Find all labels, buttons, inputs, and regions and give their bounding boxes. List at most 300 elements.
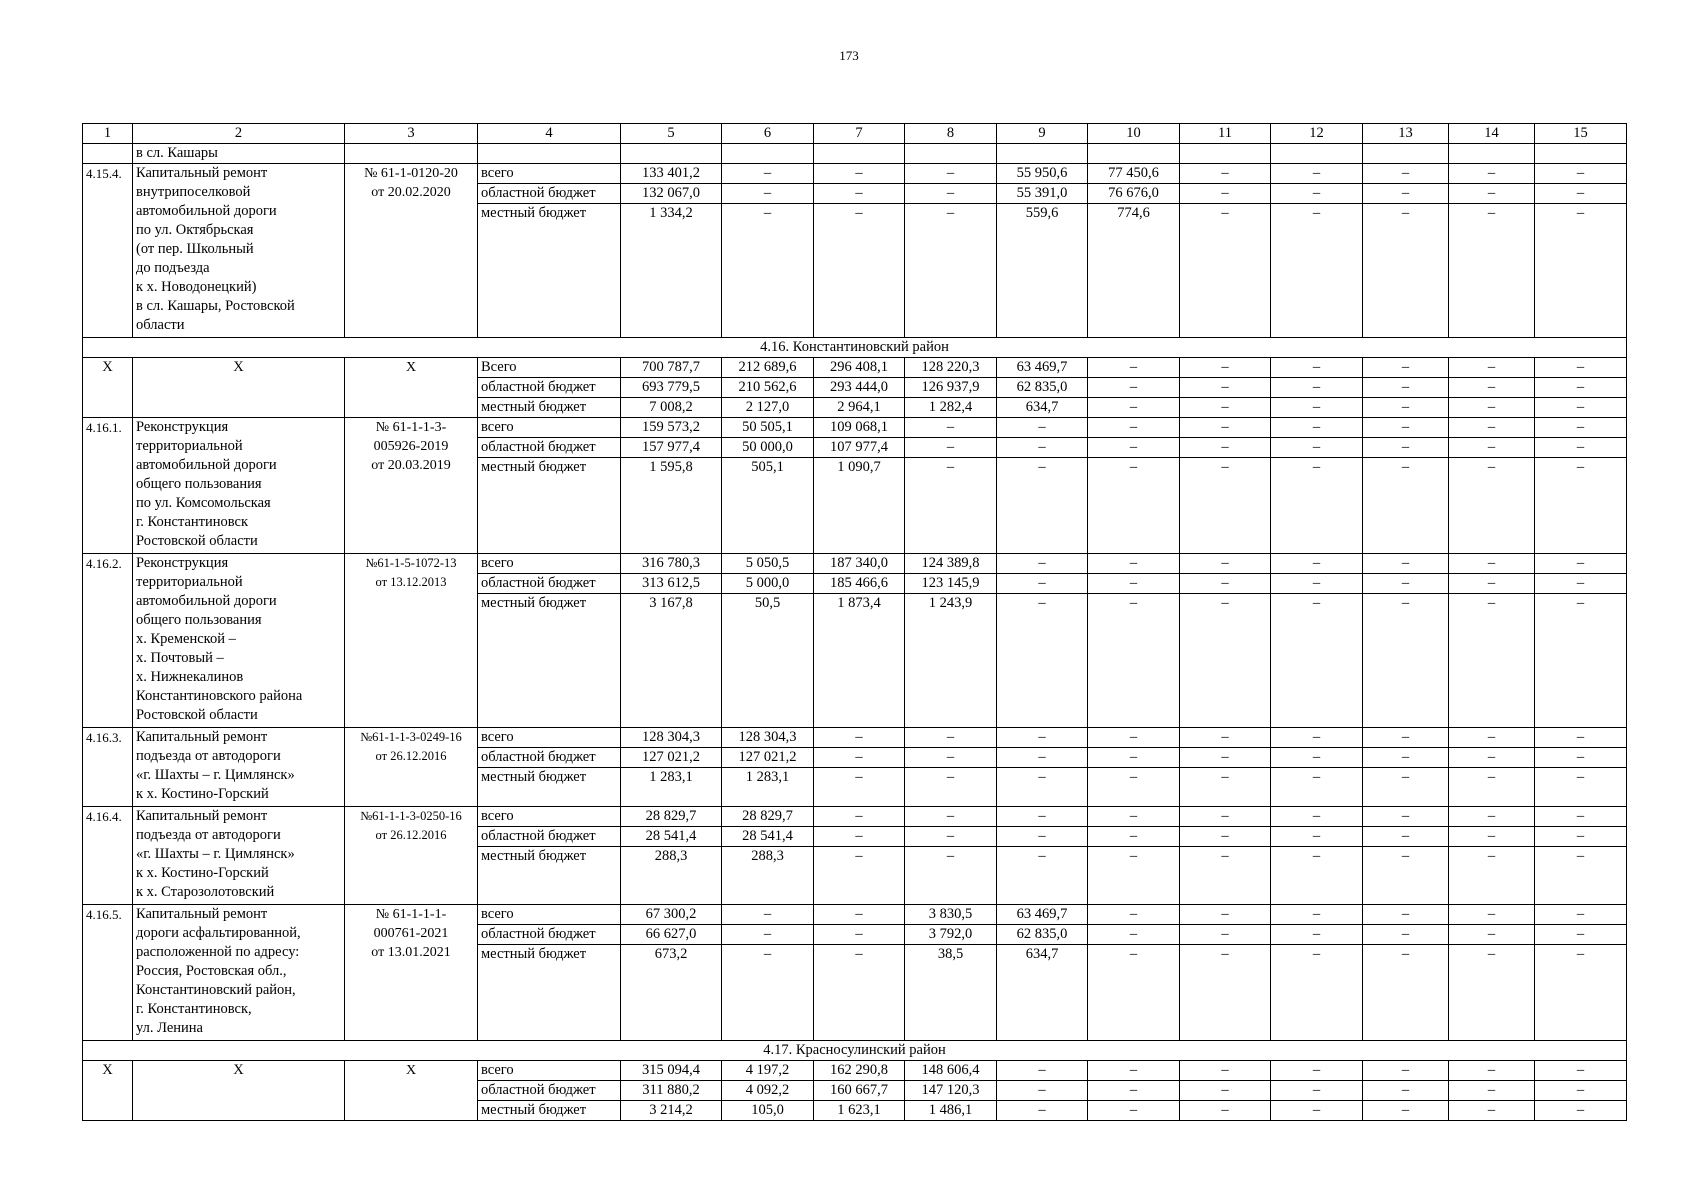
empty-value: – (1180, 358, 1271, 378)
amount-cell: 2 127,0 (722, 398, 814, 418)
empty-value: – (1535, 768, 1627, 807)
item-name (133, 164, 345, 338)
amount-cell: 1 873,4 (814, 594, 905, 728)
empty-value: – (1088, 807, 1180, 827)
empty-value: – (1449, 905, 1535, 925)
item-name-line: «г. Шахты – г. Цимлянск» (136, 767, 295, 783)
item-name-line: Ростовской области (136, 533, 258, 549)
table-row (83, 905, 1627, 925)
empty-value: – (1180, 574, 1271, 594)
funding-label: местный бюджет (478, 847, 621, 905)
item-name-line: расположенной по адресу: (136, 944, 300, 960)
item-name-line: Ростовской области (136, 707, 258, 723)
item-code: 4.16.5. (83, 905, 133, 1041)
amount-cell: 28 829,7 (722, 807, 814, 827)
empty-value: – (1363, 418, 1449, 438)
empty-value: – (1449, 827, 1535, 847)
amount-cell: 62 835,0 (997, 925, 1088, 945)
amount-cell: 66 627,0 (621, 925, 722, 945)
column-header: 14 (1449, 124, 1535, 144)
funding-label: всего (478, 905, 621, 925)
amount-cell: 7 008,2 (621, 398, 722, 418)
amount-cell: 133 401,2 (621, 164, 722, 184)
empty-value: – (722, 164, 814, 184)
empty-value: – (1449, 184, 1535, 204)
item-document-line: №61-1-1-3-0249-16 (360, 730, 462, 744)
item-document (345, 728, 478, 807)
item-name-line: X (233, 1062, 244, 1078)
empty-value: – (1535, 438, 1627, 458)
amount-cell: 673,2 (621, 945, 722, 1041)
item-name-line: территориальной (136, 438, 243, 454)
empty-value: – (905, 418, 997, 438)
item-document-line: от 26.12.2016 (375, 749, 447, 763)
empty-value: – (1363, 184, 1449, 204)
funding-label: всего (478, 1061, 621, 1081)
table-row (83, 358, 1627, 378)
item-name (133, 1061, 345, 1121)
funding-label: местный бюджет (478, 945, 621, 1041)
amount-cell: 1 243,9 (905, 594, 997, 728)
amount-cell: 109 068,1 (814, 418, 905, 438)
empty-value: – (997, 418, 1088, 438)
empty-value: – (1535, 945, 1627, 1041)
item-name-line: подъезда от автодороги (136, 827, 281, 843)
item-name-line: общего пользования (136, 476, 262, 492)
empty-value: – (1449, 358, 1535, 378)
page-number: 173 (839, 48, 859, 63)
empty-value: – (1180, 1101, 1271, 1121)
item-name-line: х. Почтовый – (136, 650, 224, 666)
item-name-line: дороги асфальтированной, (136, 925, 301, 941)
amount-cell: 1 623,1 (814, 1101, 905, 1121)
amount-cell: 132 067,0 (621, 184, 722, 204)
empty-value: – (1449, 768, 1535, 807)
amount-cell: 774,6 (1088, 204, 1180, 338)
funding-label: областной бюджет (478, 1081, 621, 1101)
item-code: 4.16.1. (83, 418, 133, 554)
empty-value: – (1449, 748, 1535, 768)
empty-value: – (1271, 554, 1363, 574)
empty-value: – (1363, 378, 1449, 398)
empty-value: – (1449, 438, 1535, 458)
item-document (345, 905, 478, 1041)
item-name-line: по ул. Октябрьская (136, 222, 254, 238)
empty-value: – (1363, 204, 1449, 338)
empty-value: – (1088, 905, 1180, 925)
item-name-line: г. Константиновск, (136, 1001, 252, 1017)
amount-cell: 1 334,2 (621, 204, 722, 338)
item-name-line: Капитальный ремонт (136, 808, 268, 824)
empty-value: – (997, 768, 1088, 807)
empty-value: – (905, 438, 997, 458)
funding-label: местный бюджет (478, 768, 621, 807)
item-name-line: подъезда от автодороги (136, 748, 281, 764)
funding-label: местный бюджет (478, 1101, 621, 1121)
item-name-line: Капитальный ремонт (136, 165, 268, 181)
item-code: 4.15.4. (83, 164, 133, 338)
amount-cell: 296 408,1 (814, 358, 905, 378)
empty-value: – (1088, 925, 1180, 945)
item-document (345, 1061, 478, 1121)
section-row (83, 1041, 1627, 1061)
empty-value: – (997, 574, 1088, 594)
empty-value: – (1535, 827, 1627, 847)
item-name-line: автомобильной дороги (136, 593, 277, 609)
empty-value: – (1535, 847, 1627, 905)
empty-value: – (1535, 594, 1627, 728)
empty-value: – (1271, 184, 1363, 204)
empty-value: – (1088, 945, 1180, 1041)
empty-value: – (1088, 594, 1180, 728)
empty-value: – (1180, 905, 1271, 925)
empty-value: – (814, 768, 905, 807)
empty-value: – (1271, 1061, 1363, 1081)
empty-value: – (722, 945, 814, 1041)
item-document-line: №61-1-1-3-0250-16 (360, 809, 462, 823)
amount-cell: 128 304,3 (722, 728, 814, 748)
funding-label: областной бюджет (478, 748, 621, 768)
item-code: X (83, 1061, 133, 1121)
amount-cell: 315 094,4 (621, 1061, 722, 1081)
empty-value: – (1088, 378, 1180, 398)
amount-cell: 700 787,7 (621, 358, 722, 378)
empty-value: – (814, 184, 905, 204)
empty-value: – (722, 905, 814, 925)
amount-cell: 160 667,7 (814, 1081, 905, 1101)
empty-value: – (1180, 554, 1271, 574)
empty-value: – (1180, 418, 1271, 438)
amount-cell: 147 120,3 (905, 1081, 997, 1101)
amount-cell: 127 021,2 (722, 748, 814, 768)
empty-value: – (1449, 458, 1535, 554)
item-name-line: общего пользования (136, 612, 262, 628)
empty-value: – (1363, 1081, 1449, 1101)
empty-value: – (814, 807, 905, 827)
table-row (83, 164, 1627, 184)
empty-value: – (997, 728, 1088, 748)
empty-value: – (905, 184, 997, 204)
amount-cell: 126 937,9 (905, 378, 997, 398)
table-row (83, 1061, 1627, 1081)
empty-value: – (1363, 574, 1449, 594)
item-document-line: от 20.03.2019 (371, 458, 451, 473)
continuation-row (83, 144, 1627, 164)
item-code: 4.16.2. (83, 554, 133, 728)
empty-value: – (1363, 905, 1449, 925)
empty-value: – (1271, 905, 1363, 925)
empty-value: – (1088, 554, 1180, 574)
column-header: 10 (1088, 124, 1180, 144)
amount-cell: 210 562,6 (722, 378, 814, 398)
header-row (83, 124, 1627, 144)
empty-value: – (1271, 164, 1363, 184)
item-name (133, 905, 345, 1041)
item-name-line: X (233, 359, 244, 375)
amount-cell: 4 197,2 (722, 1061, 814, 1081)
empty-value: – (1363, 728, 1449, 748)
empty-value: – (1449, 1061, 1535, 1081)
item-code: 4.16.4. (83, 807, 133, 905)
empty-value: – (1449, 554, 1535, 574)
empty-value: – (905, 768, 997, 807)
item-name (133, 554, 345, 728)
funding-label: местный бюджет (478, 398, 621, 418)
empty-value: – (722, 204, 814, 338)
amount-cell: 107 977,4 (814, 438, 905, 458)
empty-value: – (1180, 438, 1271, 458)
item-document-line: № 61-1-1-1- (375, 907, 447, 922)
item-document (345, 807, 478, 905)
empty-value: – (1271, 1081, 1363, 1101)
amount-cell: 3 167,8 (621, 594, 722, 728)
empty-value: – (1271, 418, 1363, 438)
empty-value: – (997, 438, 1088, 458)
item-document-line: от 26.12.2016 (375, 828, 447, 842)
continuation-text: в сл. Кашары (133, 144, 345, 164)
section-title: 4.16. Константиновский район (83, 338, 1627, 358)
section-row (83, 338, 1627, 358)
empty-value: – (1088, 358, 1180, 378)
budget-table (82, 123, 1627, 1121)
amount-cell: 185 466,6 (814, 574, 905, 594)
empty-value: – (1363, 827, 1449, 847)
empty-value: – (1363, 554, 1449, 574)
empty-value: – (1535, 358, 1627, 378)
empty-value: – (1535, 1061, 1627, 1081)
amount-cell: 124 389,8 (905, 554, 997, 574)
empty-value: – (1088, 768, 1180, 807)
empty-value: – (1535, 418, 1627, 438)
amount-cell: 123 145,9 (905, 574, 997, 594)
amount-cell: 634,7 (997, 398, 1088, 418)
empty-value: – (1449, 164, 1535, 184)
column-header: 11 (1180, 124, 1271, 144)
empty-value: – (1535, 184, 1627, 204)
empty-value: – (1271, 204, 1363, 338)
funding-label: областной бюджет (478, 438, 621, 458)
empty-value: – (814, 748, 905, 768)
item-code: X (83, 358, 133, 418)
empty-value: – (1449, 847, 1535, 905)
amount-cell: 293 444,0 (814, 378, 905, 398)
empty-value: – (1363, 398, 1449, 418)
funding-label: всего (478, 807, 621, 827)
amount-cell: 55 391,0 (997, 184, 1088, 204)
empty-value: – (1363, 925, 1449, 945)
item-document-line: от 13.01.2021 (371, 945, 451, 960)
table-row (83, 418, 1627, 438)
empty-value: – (997, 1061, 1088, 1081)
item-document (345, 554, 478, 728)
item-name-line: х. Нижнекалинов (136, 669, 244, 685)
empty-value: – (1180, 164, 1271, 184)
amount-cell: 3 830,5 (905, 905, 997, 925)
amount-cell: 212 689,6 (722, 358, 814, 378)
amount-cell: 157 977,4 (621, 438, 722, 458)
empty-value: – (1180, 398, 1271, 418)
empty-value: – (997, 827, 1088, 847)
item-name-line: автомобильной дороги (136, 457, 277, 473)
item-document-line: 000761-2021 (373, 926, 449, 941)
item-document-line: от 20.02.2020 (371, 185, 451, 200)
amount-cell: 28 541,4 (621, 827, 722, 847)
empty-value: – (905, 847, 997, 905)
amount-cell: 559,6 (997, 204, 1088, 338)
amount-cell: 162 290,8 (814, 1061, 905, 1081)
empty-value: – (1088, 1061, 1180, 1081)
amount-cell: 76 676,0 (1088, 184, 1180, 204)
amount-cell: 1 090,7 (814, 458, 905, 554)
column-header: 3 (345, 124, 478, 144)
funding-label: областной бюджет (478, 827, 621, 847)
amount-cell: 50,5 (722, 594, 814, 728)
amount-cell: 316 780,3 (621, 554, 722, 574)
empty-value: – (1180, 458, 1271, 554)
table-row (83, 554, 1627, 574)
amount-cell: 63 469,7 (997, 905, 1088, 925)
empty-value: – (1180, 768, 1271, 807)
empty-value: – (1271, 458, 1363, 554)
empty-value: – (1363, 594, 1449, 728)
empty-value: – (814, 925, 905, 945)
amount-cell: 1 282,4 (905, 398, 997, 418)
empty-value: – (997, 1101, 1088, 1121)
empty-value: – (1535, 398, 1627, 418)
item-document (345, 358, 478, 418)
amount-cell: 5 050,5 (722, 554, 814, 574)
amount-cell: 288,3 (621, 847, 722, 905)
funding-label: всего (478, 554, 621, 574)
empty-value: – (1363, 458, 1449, 554)
empty-value: – (1271, 945, 1363, 1041)
item-name-line: г. Константиновск (136, 514, 249, 530)
item-name-line: до подъезда (136, 260, 210, 276)
empty-value: – (905, 204, 997, 338)
amount-cell: 313 612,5 (621, 574, 722, 594)
empty-value: – (1449, 1081, 1535, 1101)
empty-value: – (1180, 594, 1271, 728)
empty-value: – (1363, 748, 1449, 768)
amount-cell: 3 792,0 (905, 925, 997, 945)
column-header: 5 (621, 124, 722, 144)
amount-cell: 28 829,7 (621, 807, 722, 827)
column-header: 6 (722, 124, 814, 144)
empty-value: – (1271, 398, 1363, 418)
empty-value: – (1088, 748, 1180, 768)
column-header: 12 (1271, 124, 1363, 144)
empty-value: – (905, 827, 997, 847)
empty-value: – (1180, 748, 1271, 768)
item-document (345, 418, 478, 554)
amount-cell: 505,1 (722, 458, 814, 554)
empty-value: – (722, 925, 814, 945)
column-header: 2 (133, 124, 345, 144)
amount-cell: 1 486,1 (905, 1101, 997, 1121)
item-code: 4.16.3. (83, 728, 133, 807)
empty-value: – (1180, 1081, 1271, 1101)
empty-value: – (1180, 847, 1271, 905)
empty-value: – (1535, 378, 1627, 398)
empty-value: – (814, 204, 905, 338)
item-name-line: х. Кременской – (136, 631, 236, 647)
empty-value: – (1088, 1081, 1180, 1101)
empty-value: – (1180, 1061, 1271, 1081)
amount-cell: 159 573,2 (621, 418, 722, 438)
amount-cell: 634,7 (997, 945, 1088, 1041)
table-row (83, 728, 1627, 748)
item-document-line: X (405, 360, 417, 375)
empty-value: – (1088, 398, 1180, 418)
empty-value: – (1449, 574, 1535, 594)
empty-value: – (1271, 827, 1363, 847)
empty-value: – (814, 847, 905, 905)
empty-value: – (997, 554, 1088, 574)
item-name-line: автомобильной дороги (136, 203, 277, 219)
funding-label: местный бюджет (478, 204, 621, 338)
empty-value: – (814, 905, 905, 925)
empty-value: – (1449, 807, 1535, 827)
empty-value: – (1180, 925, 1271, 945)
funding-label: областной бюджет (478, 925, 621, 945)
amount-cell: 67 300,2 (621, 905, 722, 925)
item-document-line: от 13.12.2013 (375, 575, 447, 589)
empty-value: – (1535, 1081, 1627, 1101)
item-document-line: №61-1-5-1072-13 (365, 556, 457, 570)
amount-cell: 311 880,2 (621, 1081, 722, 1101)
empty-value: – (1363, 945, 1449, 1041)
section-title: 4.17. Красносулинский район (83, 1041, 1627, 1061)
empty-value: – (1088, 827, 1180, 847)
empty-value: – (1271, 807, 1363, 827)
empty-value: – (1180, 827, 1271, 847)
item-name-line: Константиновского района (136, 688, 303, 704)
empty-value: – (997, 458, 1088, 554)
empty-value: – (1449, 925, 1535, 945)
amount-cell: 55 950,6 (997, 164, 1088, 184)
empty-value: – (1271, 574, 1363, 594)
empty-value: – (905, 164, 997, 184)
funding-label: всего (478, 418, 621, 438)
item-name-line: Реконструкция (136, 555, 229, 571)
item-name (133, 728, 345, 807)
item-name-line: Реконструкция (136, 419, 229, 435)
empty-value: – (1363, 164, 1449, 184)
empty-value: – (1535, 554, 1627, 574)
empty-value: – (905, 807, 997, 827)
item-name-line: ул. Ленина (136, 1020, 203, 1036)
item-name-line: к х. Новодонецкий) (136, 279, 257, 295)
item-document-line: № 61-1-0120-20 (364, 166, 458, 181)
funding-label: всего (478, 728, 621, 748)
empty-value: – (1271, 594, 1363, 728)
item-name-line: (от пер. Школьный (136, 241, 254, 257)
amount-cell: 693 779,5 (621, 378, 722, 398)
empty-value: – (1180, 204, 1271, 338)
amount-cell: 3 214,2 (621, 1101, 722, 1121)
empty-value: – (1088, 438, 1180, 458)
empty-value: – (1363, 438, 1449, 458)
item-name-line: по ул. Комсомольская (136, 495, 271, 511)
funding-label: местный бюджет (478, 458, 621, 554)
empty-value: – (1363, 768, 1449, 807)
item-name-line: внутрипоселковой (136, 184, 251, 200)
empty-value: – (1449, 728, 1535, 748)
funding-label: областной бюджет (478, 378, 621, 398)
empty-value: – (1088, 418, 1180, 438)
item-name-line: Капитальный ремонт (136, 729, 268, 745)
empty-value: – (1180, 728, 1271, 748)
